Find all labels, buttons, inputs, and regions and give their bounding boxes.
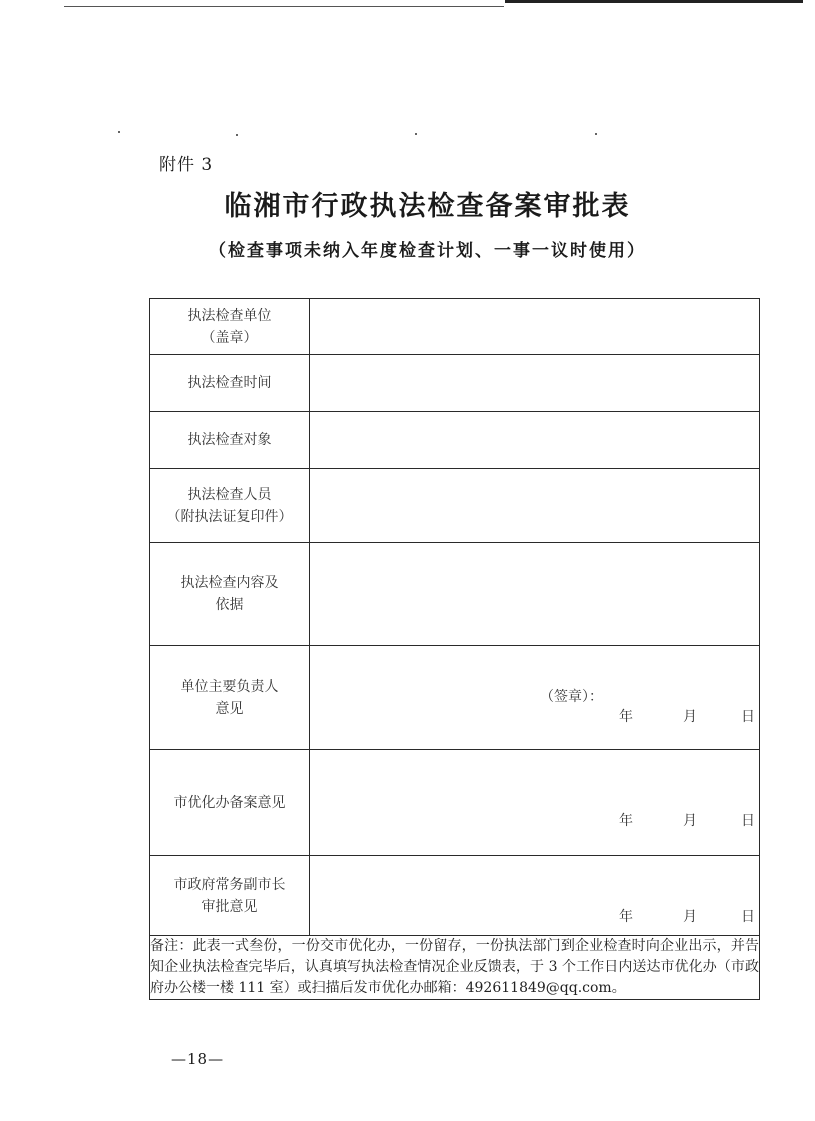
page-number: —18— — [171, 1050, 225, 1068]
scan-speck — [595, 133, 597, 135]
date-month-label: 月 — [683, 909, 697, 925]
label-subtext: 审批意见 — [201, 898, 258, 915]
field-inspection-content[interactable] — [310, 543, 760, 646]
field-optimization-office-opinion[interactable] — [310, 750, 760, 856]
label-text: 执法检查时间 — [187, 375, 272, 391]
row-label-inspection-unit — [150, 299, 310, 355]
field-inspection-target[interactable] — [310, 412, 760, 469]
date-year-label: 年 — [619, 813, 633, 829]
label-text: 执法检查对象 — [187, 432, 272, 448]
date-year-label: 年 — [619, 709, 633, 725]
table-row — [150, 299, 760, 355]
label-subtext: （附执法证复印件） — [166, 508, 293, 525]
scan-speck — [236, 134, 238, 136]
table-row — [150, 936, 760, 1000]
date-line — [619, 706, 755, 726]
row-label-inspection-personnel — [150, 469, 310, 543]
label-subtext: （盖章） — [201, 329, 258, 346]
date-day-label: 日 — [741, 813, 755, 829]
document-title: 临湘市行政执法检查备案审批表 — [224, 191, 631, 222]
label-text: 执法检查单位 — [187, 307, 272, 324]
date-line — [619, 810, 755, 830]
date-month-label: 月 — [683, 709, 697, 725]
scan-edge-line — [64, 6, 504, 7]
table-row — [150, 412, 760, 469]
table-row — [150, 543, 760, 646]
label-text: 执法检查内容及 — [180, 575, 279, 591]
signature-note: （签章）： — [540, 689, 603, 705]
row-label-inspection-content — [150, 543, 310, 646]
field-inspection-personnel[interactable] — [310, 469, 760, 543]
date-year-label: 年 — [619, 909, 633, 925]
label-text: 执法检查人员 — [187, 486, 272, 503]
date-day-label: 日 — [741, 709, 755, 725]
label-text: 市优化办备案意见 — [173, 794, 286, 811]
row-label-optimization-office-opinion — [150, 750, 310, 856]
label-text: 单位主要负责人 — [180, 678, 279, 695]
row-label-vice-mayor-opinion — [150, 856, 310, 936]
date-line — [619, 906, 755, 926]
field-inspection-time[interactable] — [310, 355, 760, 412]
scan-speck — [118, 131, 120, 133]
attachment-label: 附件 3 — [159, 155, 214, 175]
scan-edge-line — [505, 0, 803, 3]
approval-form-table — [149, 298, 760, 1000]
table-row — [150, 355, 760, 412]
field-vice-mayor-opinion[interactable] — [310, 856, 760, 936]
remarks-note: 备注：此表一式叁份，一份交市优化办，一份留存，一份执法部门到企业检查时向企业出示，并告知企业执法检查完毕后，认真填写执法检查情况企业反馈表，于 3 个工作日内送达市优化办（市政府办公楼一楼 111 室）或扫描后发市优化办邮箱：492611849@qq.com。 — [150, 936, 760, 1000]
date-day-label: 日 — [741, 909, 755, 925]
table-row — [150, 469, 760, 543]
label-text: 市政府常务副市长 — [173, 876, 286, 893]
row-label-inspection-target — [150, 412, 310, 469]
scan-speck — [415, 133, 417, 135]
document-subtitle: （检查事项未纳入年度检查计划、一事一议时使用） — [209, 241, 646, 261]
label-subtext: 依据 — [215, 597, 244, 613]
row-label-inspection-time — [150, 355, 310, 412]
label-subtext: 意见 — [215, 700, 244, 717]
field-unit-head-opinion[interactable] — [310, 646, 760, 750]
table-row — [150, 646, 760, 750]
field-inspection-unit[interactable] — [310, 299, 760, 355]
row-label-unit-head-opinion — [150, 646, 310, 750]
table-row — [150, 856, 760, 936]
table-row — [150, 750, 760, 856]
date-month-label: 月 — [683, 813, 697, 829]
